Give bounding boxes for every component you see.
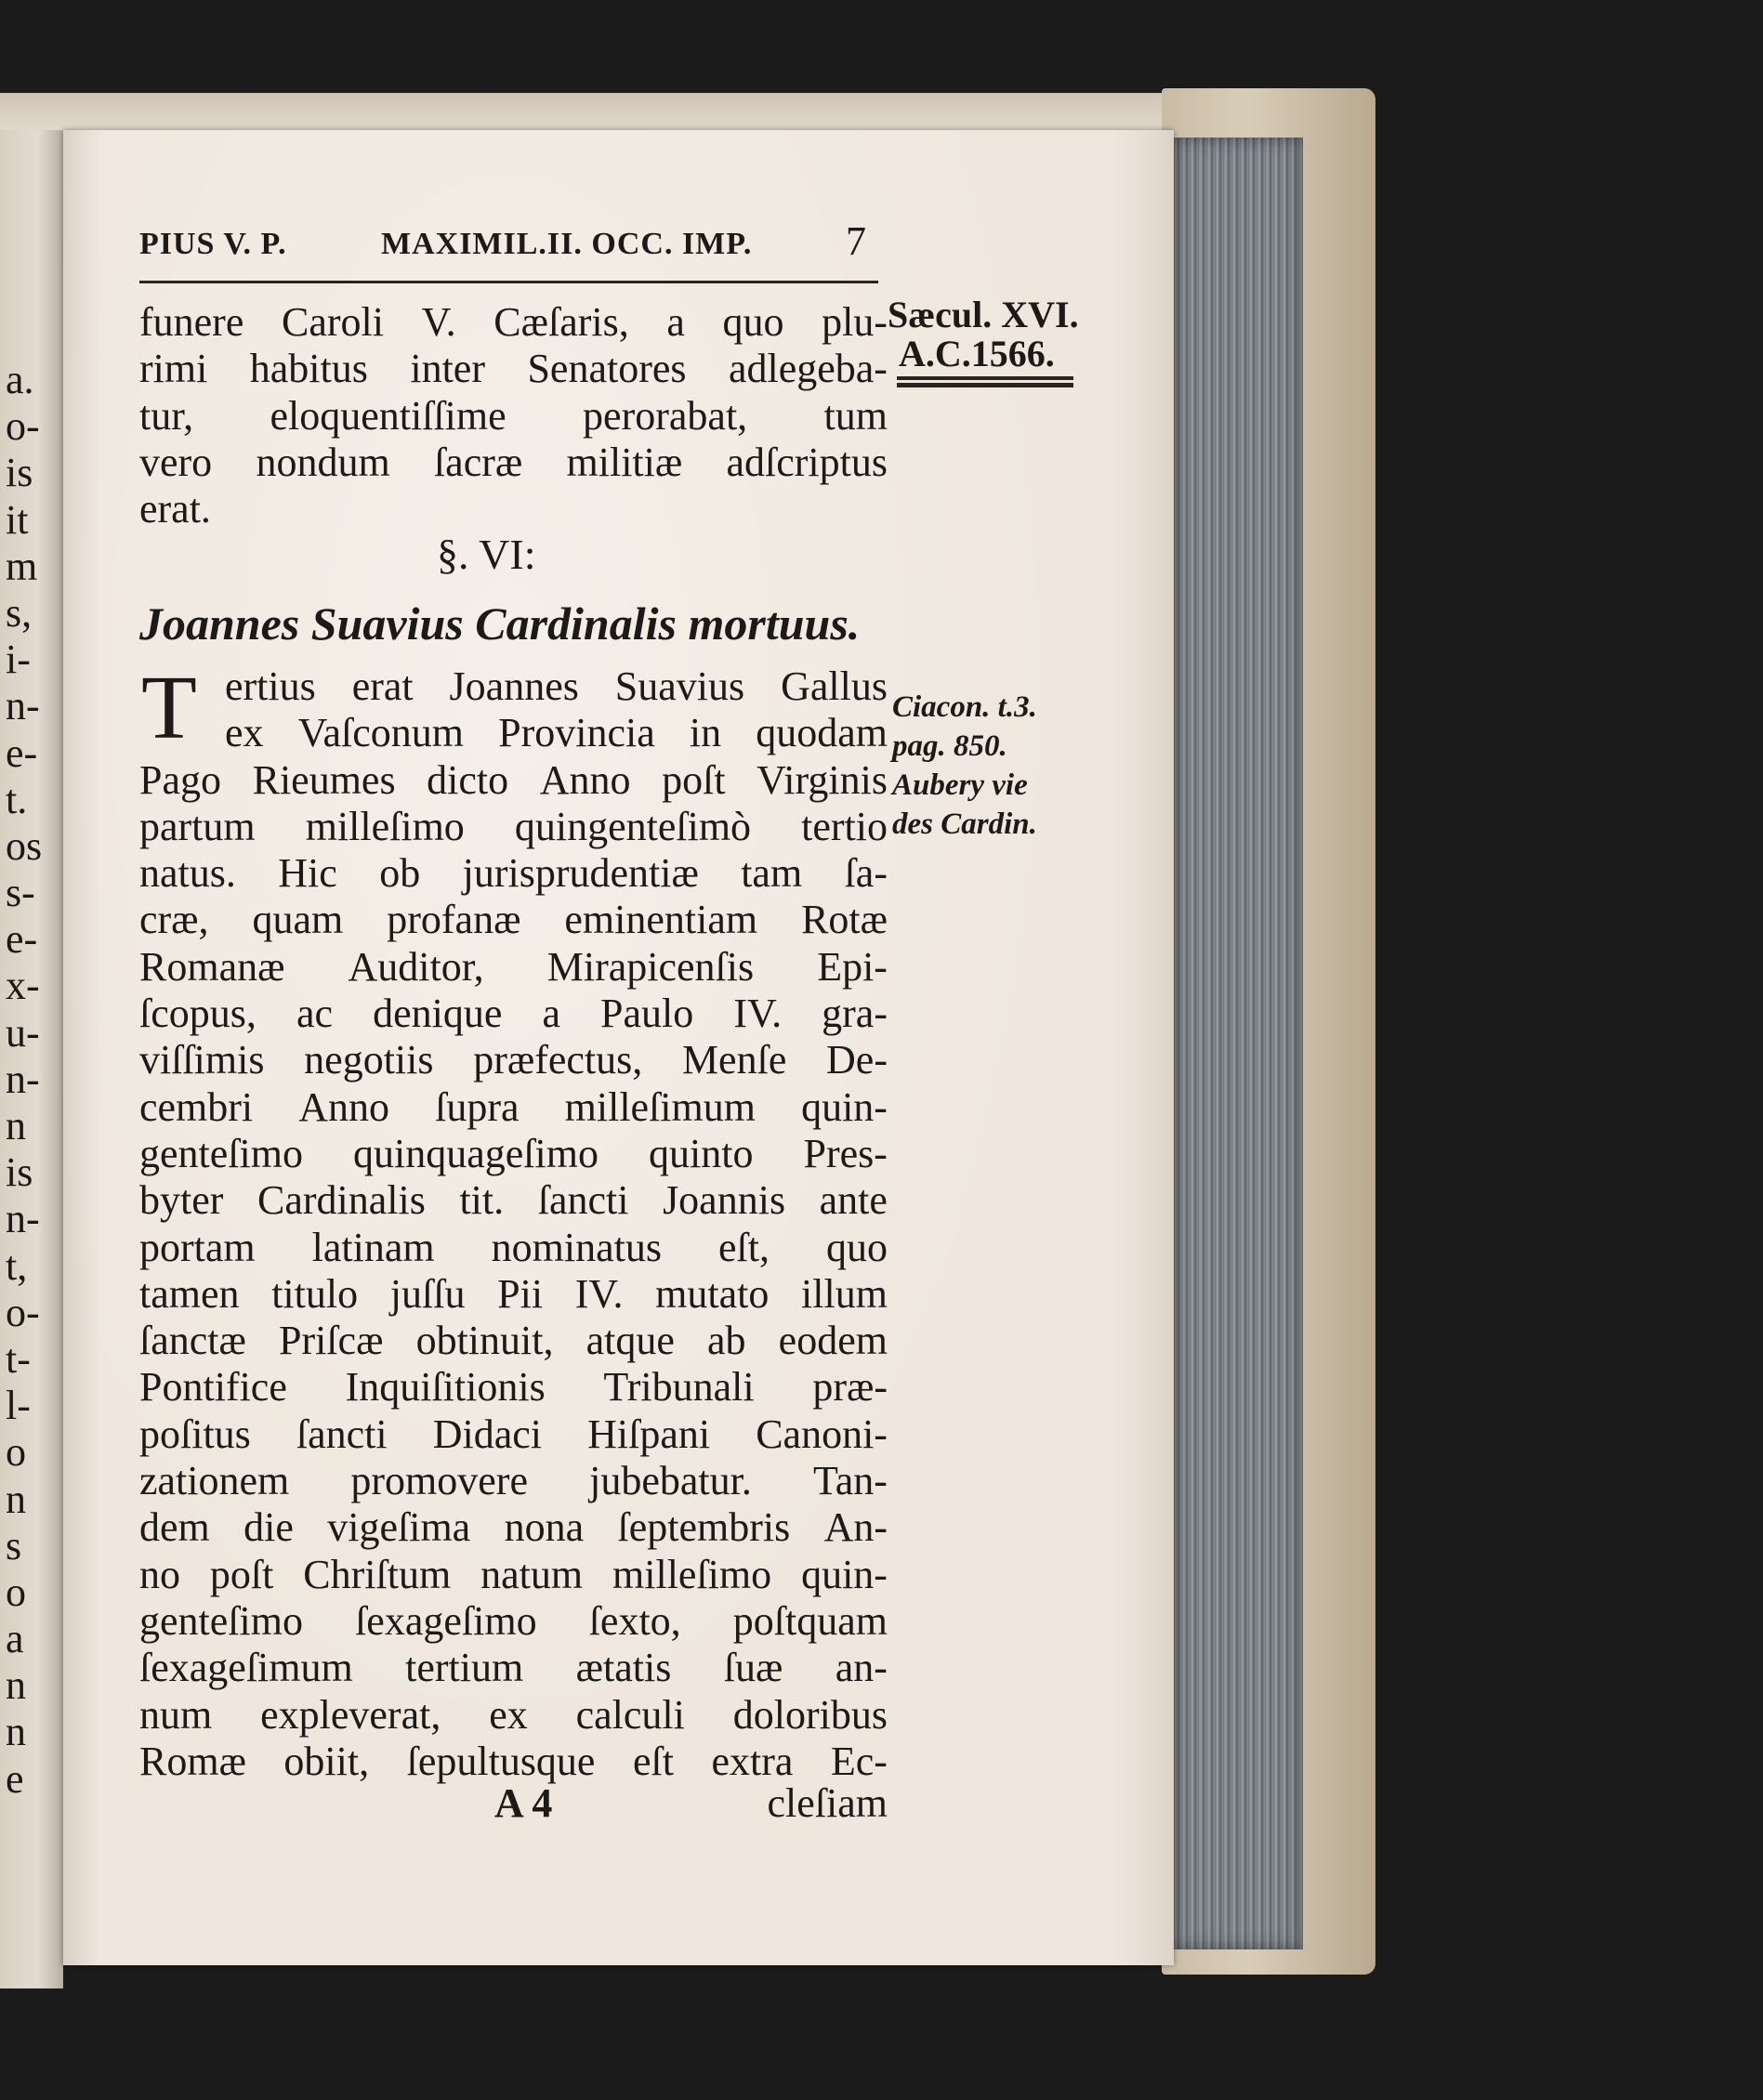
text-line bbox=[139, 1271, 888, 1318]
word: mutato bbox=[655, 1270, 770, 1317]
word: byter bbox=[139, 1177, 224, 1224]
word: An- bbox=[823, 1504, 888, 1551]
text-line bbox=[139, 1739, 888, 1785]
text-line bbox=[139, 1177, 888, 1224]
word: Inquiſitionis bbox=[345, 1364, 546, 1411]
word: Mirapicenſis bbox=[546, 943, 755, 990]
word: perorabat, bbox=[583, 392, 748, 439]
word: viſſimis bbox=[139, 1037, 265, 1083]
left-fragment: e- bbox=[6, 916, 38, 963]
word: ſexto, bbox=[588, 1597, 681, 1644]
left-fragment: n bbox=[6, 1476, 26, 1522]
word: obiit, bbox=[283, 1738, 370, 1784]
word: ſepultusque bbox=[406, 1738, 596, 1784]
word: a bbox=[542, 991, 560, 1037]
word: ſcopus, bbox=[139, 991, 257, 1037]
word: Joannis bbox=[663, 1177, 786, 1224]
signature-mark: A 4 bbox=[494, 1780, 553, 1826]
word: Pres- bbox=[803, 1130, 888, 1176]
word: rimi bbox=[139, 346, 208, 392]
word: expleverat, bbox=[260, 1691, 441, 1738]
word: eſt bbox=[632, 1738, 674, 1784]
word: illum bbox=[801, 1270, 888, 1317]
word: Pontifice bbox=[139, 1364, 287, 1411]
text-line bbox=[139, 663, 888, 710]
left-fragment: os bbox=[6, 822, 43, 869]
word: ertius bbox=[225, 663, 316, 709]
word: jurisprudentiæ bbox=[462, 850, 699, 897]
left-fragment: it bbox=[6, 496, 29, 543]
word: calculi bbox=[575, 1691, 685, 1738]
page-edges bbox=[1173, 138, 1303, 1949]
margin-saeculum: Sæcul. XVI. bbox=[888, 294, 1079, 335]
word: tur, bbox=[139, 392, 194, 439]
drop-cap: T bbox=[141, 658, 197, 758]
word: milleſimum bbox=[564, 1083, 756, 1130]
word: tertium bbox=[405, 1645, 524, 1691]
word: vigeſima bbox=[327, 1504, 471, 1551]
word: quo bbox=[825, 1224, 888, 1270]
word: ſanctæ bbox=[139, 1318, 246, 1364]
text-line bbox=[139, 1131, 888, 1177]
word: ſa- bbox=[844, 850, 888, 897]
left-fragment: n- bbox=[6, 683, 40, 729]
word: eloquentiſſime bbox=[270, 392, 507, 439]
left-fragment: o- bbox=[6, 1289, 40, 1335]
word: Paulo bbox=[600, 991, 694, 1037]
word: ætatis bbox=[575, 1645, 672, 1691]
word: adſcriptus bbox=[726, 439, 888, 485]
left-fragment: n- bbox=[6, 1196, 40, 1242]
word: militiæ bbox=[566, 439, 683, 485]
top-paragraph bbox=[139, 299, 888, 532]
margin-year: A.C.1566. bbox=[899, 333, 1055, 374]
word: Pii bbox=[497, 1270, 544, 1317]
left-fragment: n- bbox=[6, 1056, 40, 1102]
word: zationem bbox=[139, 1458, 290, 1504]
left-fragment: x- bbox=[6, 963, 40, 1009]
citation-line: des Cardin. bbox=[892, 807, 1037, 841]
word: Tan- bbox=[812, 1458, 888, 1504]
word: negotiis bbox=[304, 1037, 434, 1083]
word: Romæ bbox=[139, 1738, 246, 1784]
word: quo bbox=[722, 299, 784, 345]
word: Ec- bbox=[830, 1738, 888, 1784]
word: Suavius bbox=[614, 663, 745, 709]
word: latinam bbox=[311, 1224, 435, 1270]
word: Hic bbox=[278, 850, 337, 897]
left-fragment: is bbox=[6, 450, 33, 496]
text-line bbox=[139, 757, 888, 804]
word: nona bbox=[504, 1504, 585, 1551]
word: titulo bbox=[271, 1270, 359, 1317]
text-line bbox=[139, 1364, 888, 1411]
word: quingenteſimò bbox=[514, 803, 752, 849]
margin-citation bbox=[892, 688, 1037, 844]
text-line bbox=[139, 299, 888, 346]
word: genteſimo bbox=[139, 1130, 303, 1176]
text-line bbox=[139, 1504, 888, 1551]
word: milleſimo bbox=[305, 803, 465, 849]
word: an- bbox=[835, 1645, 888, 1691]
word: atque bbox=[585, 1318, 675, 1364]
word: milleſimo bbox=[612, 1551, 772, 1597]
word: plu- bbox=[822, 299, 888, 345]
word: Auditor, bbox=[348, 943, 484, 990]
word: funere bbox=[139, 299, 244, 345]
text-line bbox=[139, 1692, 888, 1739]
line-text: erat. bbox=[139, 486, 211, 532]
left-fragment: t- bbox=[6, 1335, 31, 1382]
body-paragraph bbox=[139, 658, 888, 1785]
left-fragment: is bbox=[6, 1149, 33, 1196]
margin-rule bbox=[897, 376, 1073, 387]
word: a bbox=[666, 299, 685, 345]
left-fragment: e bbox=[6, 1755, 24, 1802]
running-head bbox=[139, 218, 874, 273]
text-line bbox=[139, 991, 888, 1037]
citation-line: Ciacon. t.3. bbox=[892, 690, 1037, 724]
word: ſupra bbox=[435, 1083, 520, 1130]
word: cræ, bbox=[139, 897, 209, 943]
text-line bbox=[139, 346, 888, 392]
word: ex bbox=[489, 1691, 528, 1738]
word: ac bbox=[296, 991, 334, 1037]
word: Tribunali bbox=[603, 1364, 755, 1411]
header-center: MAXIMIL.II. OCC. IMP. bbox=[381, 227, 753, 261]
left-fragment: l- bbox=[6, 1383, 31, 1429]
word: vero bbox=[139, 439, 213, 485]
page-number: 7 bbox=[846, 218, 867, 264]
word: in bbox=[689, 710, 722, 756]
word: ob bbox=[379, 850, 421, 897]
text-line bbox=[139, 440, 888, 486]
word: Romanæ bbox=[139, 943, 285, 990]
left-fragment: a. bbox=[6, 357, 34, 402]
word: portam bbox=[139, 1224, 256, 1270]
word: Virginis bbox=[757, 756, 888, 803]
word: ab bbox=[707, 1318, 746, 1364]
word: obtinuit, bbox=[415, 1318, 554, 1364]
left-fragment: n bbox=[6, 1662, 26, 1709]
word: cembri bbox=[139, 1083, 254, 1130]
word: Cardinalis bbox=[257, 1177, 426, 1224]
text-line bbox=[139, 1411, 888, 1458]
word: Provincia bbox=[498, 710, 655, 756]
word: quodam bbox=[756, 710, 888, 756]
section-number: §. VI: bbox=[437, 531, 536, 578]
word: profanæ bbox=[387, 897, 521, 943]
text-line bbox=[139, 486, 888, 532]
word: poſt bbox=[662, 756, 726, 803]
word: jubebatur. bbox=[589, 1458, 752, 1504]
word: genteſimo bbox=[139, 1597, 303, 1644]
word: gra- bbox=[822, 991, 888, 1037]
text-line bbox=[139, 850, 888, 897]
word: ſexageſimum bbox=[139, 1645, 353, 1691]
word: Priſcæ bbox=[278, 1318, 384, 1364]
word: doloribus bbox=[732, 1691, 888, 1738]
word: Joannes bbox=[449, 663, 579, 709]
left-fragment: o- bbox=[6, 403, 40, 450]
text-line bbox=[139, 1645, 888, 1691]
word: partum bbox=[139, 803, 256, 849]
word: Didaci bbox=[432, 1411, 543, 1457]
word: ante bbox=[819, 1177, 888, 1224]
word: Menſe bbox=[681, 1037, 787, 1083]
word: erat bbox=[351, 663, 414, 709]
word: quinquageſimo bbox=[353, 1130, 599, 1176]
left-fragment: s bbox=[6, 1522, 22, 1568]
word: Anno bbox=[539, 756, 631, 803]
left-page-strip bbox=[0, 130, 63, 1988]
word: Canoni- bbox=[756, 1411, 888, 1457]
word: juſſu bbox=[389, 1270, 466, 1317]
word: natus. bbox=[139, 850, 236, 897]
word: Rieumes bbox=[252, 756, 396, 803]
text-line bbox=[139, 1458, 888, 1504]
word: poſtquam bbox=[732, 1597, 888, 1644]
word: tit. bbox=[459, 1177, 505, 1224]
word: eſt, bbox=[717, 1224, 770, 1270]
word: IV. bbox=[574, 1270, 624, 1317]
word: V. bbox=[421, 299, 456, 345]
word: tum bbox=[823, 392, 888, 439]
word: die bbox=[243, 1504, 294, 1551]
word: quin- bbox=[801, 1551, 888, 1597]
text-line bbox=[139, 393, 888, 440]
left-fragment: o bbox=[6, 1568, 26, 1615]
text-line bbox=[139, 804, 888, 850]
word: poſitus bbox=[139, 1411, 251, 1457]
word: no bbox=[139, 1551, 180, 1597]
left-fragment: s- bbox=[6, 870, 35, 916]
word: Pago bbox=[139, 756, 221, 803]
word: Epi- bbox=[817, 943, 888, 990]
text-line bbox=[139, 897, 888, 943]
word: denique bbox=[373, 991, 503, 1037]
word: præfectus, bbox=[473, 1037, 643, 1083]
left-fragment: t, bbox=[6, 1242, 28, 1289]
word: Hiſpani bbox=[587, 1411, 711, 1457]
word: ſancti bbox=[296, 1411, 388, 1457]
citation-line: Aubery vie bbox=[892, 768, 1028, 802]
word: Anno bbox=[298, 1083, 390, 1130]
word: præ- bbox=[812, 1364, 888, 1411]
header-rule bbox=[139, 281, 878, 283]
word: nondum bbox=[256, 439, 390, 485]
word: ſexageſimo bbox=[355, 1597, 537, 1644]
word: Caroli bbox=[281, 299, 384, 345]
word: num bbox=[139, 1691, 213, 1738]
left-fragment: i- bbox=[6, 637, 31, 683]
citation-line: pag. 850. bbox=[892, 729, 1007, 763]
word: inter bbox=[410, 346, 485, 392]
text-line bbox=[139, 944, 888, 991]
word: quinto bbox=[649, 1130, 754, 1176]
word: eminentiam bbox=[564, 897, 758, 943]
section-title: Joannes Suavius Cardinalis mortuus. bbox=[139, 597, 861, 650]
left-fragment: s, bbox=[6, 589, 33, 636]
text-line bbox=[139, 1084, 888, 1131]
word: ſuæ bbox=[723, 1645, 783, 1691]
word: ſacræ bbox=[433, 439, 523, 485]
word: ex bbox=[225, 710, 264, 756]
header-left: PIUS V. P. bbox=[139, 227, 287, 261]
left-fragment: e- bbox=[6, 729, 38, 776]
text-line bbox=[139, 1552, 888, 1598]
left-fragment: a bbox=[6, 1616, 24, 1662]
left-fragment: n bbox=[6, 1709, 26, 1755]
left-page-fragments bbox=[6, 357, 58, 1803]
word: Cæſaris, bbox=[493, 299, 629, 345]
word: extra bbox=[711, 1738, 794, 1784]
left-fragment: n bbox=[6, 1103, 26, 1148]
word: nominatus bbox=[491, 1224, 662, 1270]
word: adlegeba- bbox=[728, 346, 888, 392]
word: Rotæ bbox=[801, 897, 888, 943]
text-line bbox=[139, 710, 888, 756]
word: natum bbox=[480, 1551, 584, 1597]
left-fragment: t. bbox=[6, 776, 28, 822]
word: quin- bbox=[801, 1083, 888, 1130]
catchword: cleſiam bbox=[767, 1780, 888, 1826]
text-line bbox=[139, 1598, 888, 1645]
word: tamen bbox=[139, 1270, 240, 1317]
word: eodem bbox=[778, 1318, 888, 1364]
word: quam bbox=[252, 897, 344, 943]
word: poſt bbox=[209, 1551, 274, 1597]
word: tertio bbox=[801, 803, 888, 849]
left-fragment: u- bbox=[6, 1009, 40, 1056]
word: ſeptembris bbox=[617, 1504, 791, 1551]
page-footer bbox=[139, 1779, 888, 1826]
text-line bbox=[139, 1225, 888, 1271]
word: tam bbox=[741, 850, 803, 897]
word: dem bbox=[139, 1504, 210, 1551]
word: Senatores bbox=[527, 346, 687, 392]
text-line bbox=[139, 1318, 888, 1364]
text-line bbox=[139, 1037, 888, 1083]
left-fragment: m bbox=[6, 543, 38, 589]
word: dicto bbox=[427, 756, 509, 803]
word: IV. bbox=[733, 991, 783, 1037]
word: ſancti bbox=[537, 1177, 629, 1224]
word: Vaſconum bbox=[297, 710, 465, 756]
word: Gallus bbox=[781, 663, 888, 709]
word: Chriſtum bbox=[303, 1551, 452, 1597]
margin-note-saeculum bbox=[888, 295, 1079, 374]
word: habitus bbox=[249, 346, 368, 392]
word: promovere bbox=[350, 1458, 528, 1504]
left-fragment: o bbox=[6, 1429, 26, 1476]
word: De- bbox=[826, 1037, 888, 1083]
